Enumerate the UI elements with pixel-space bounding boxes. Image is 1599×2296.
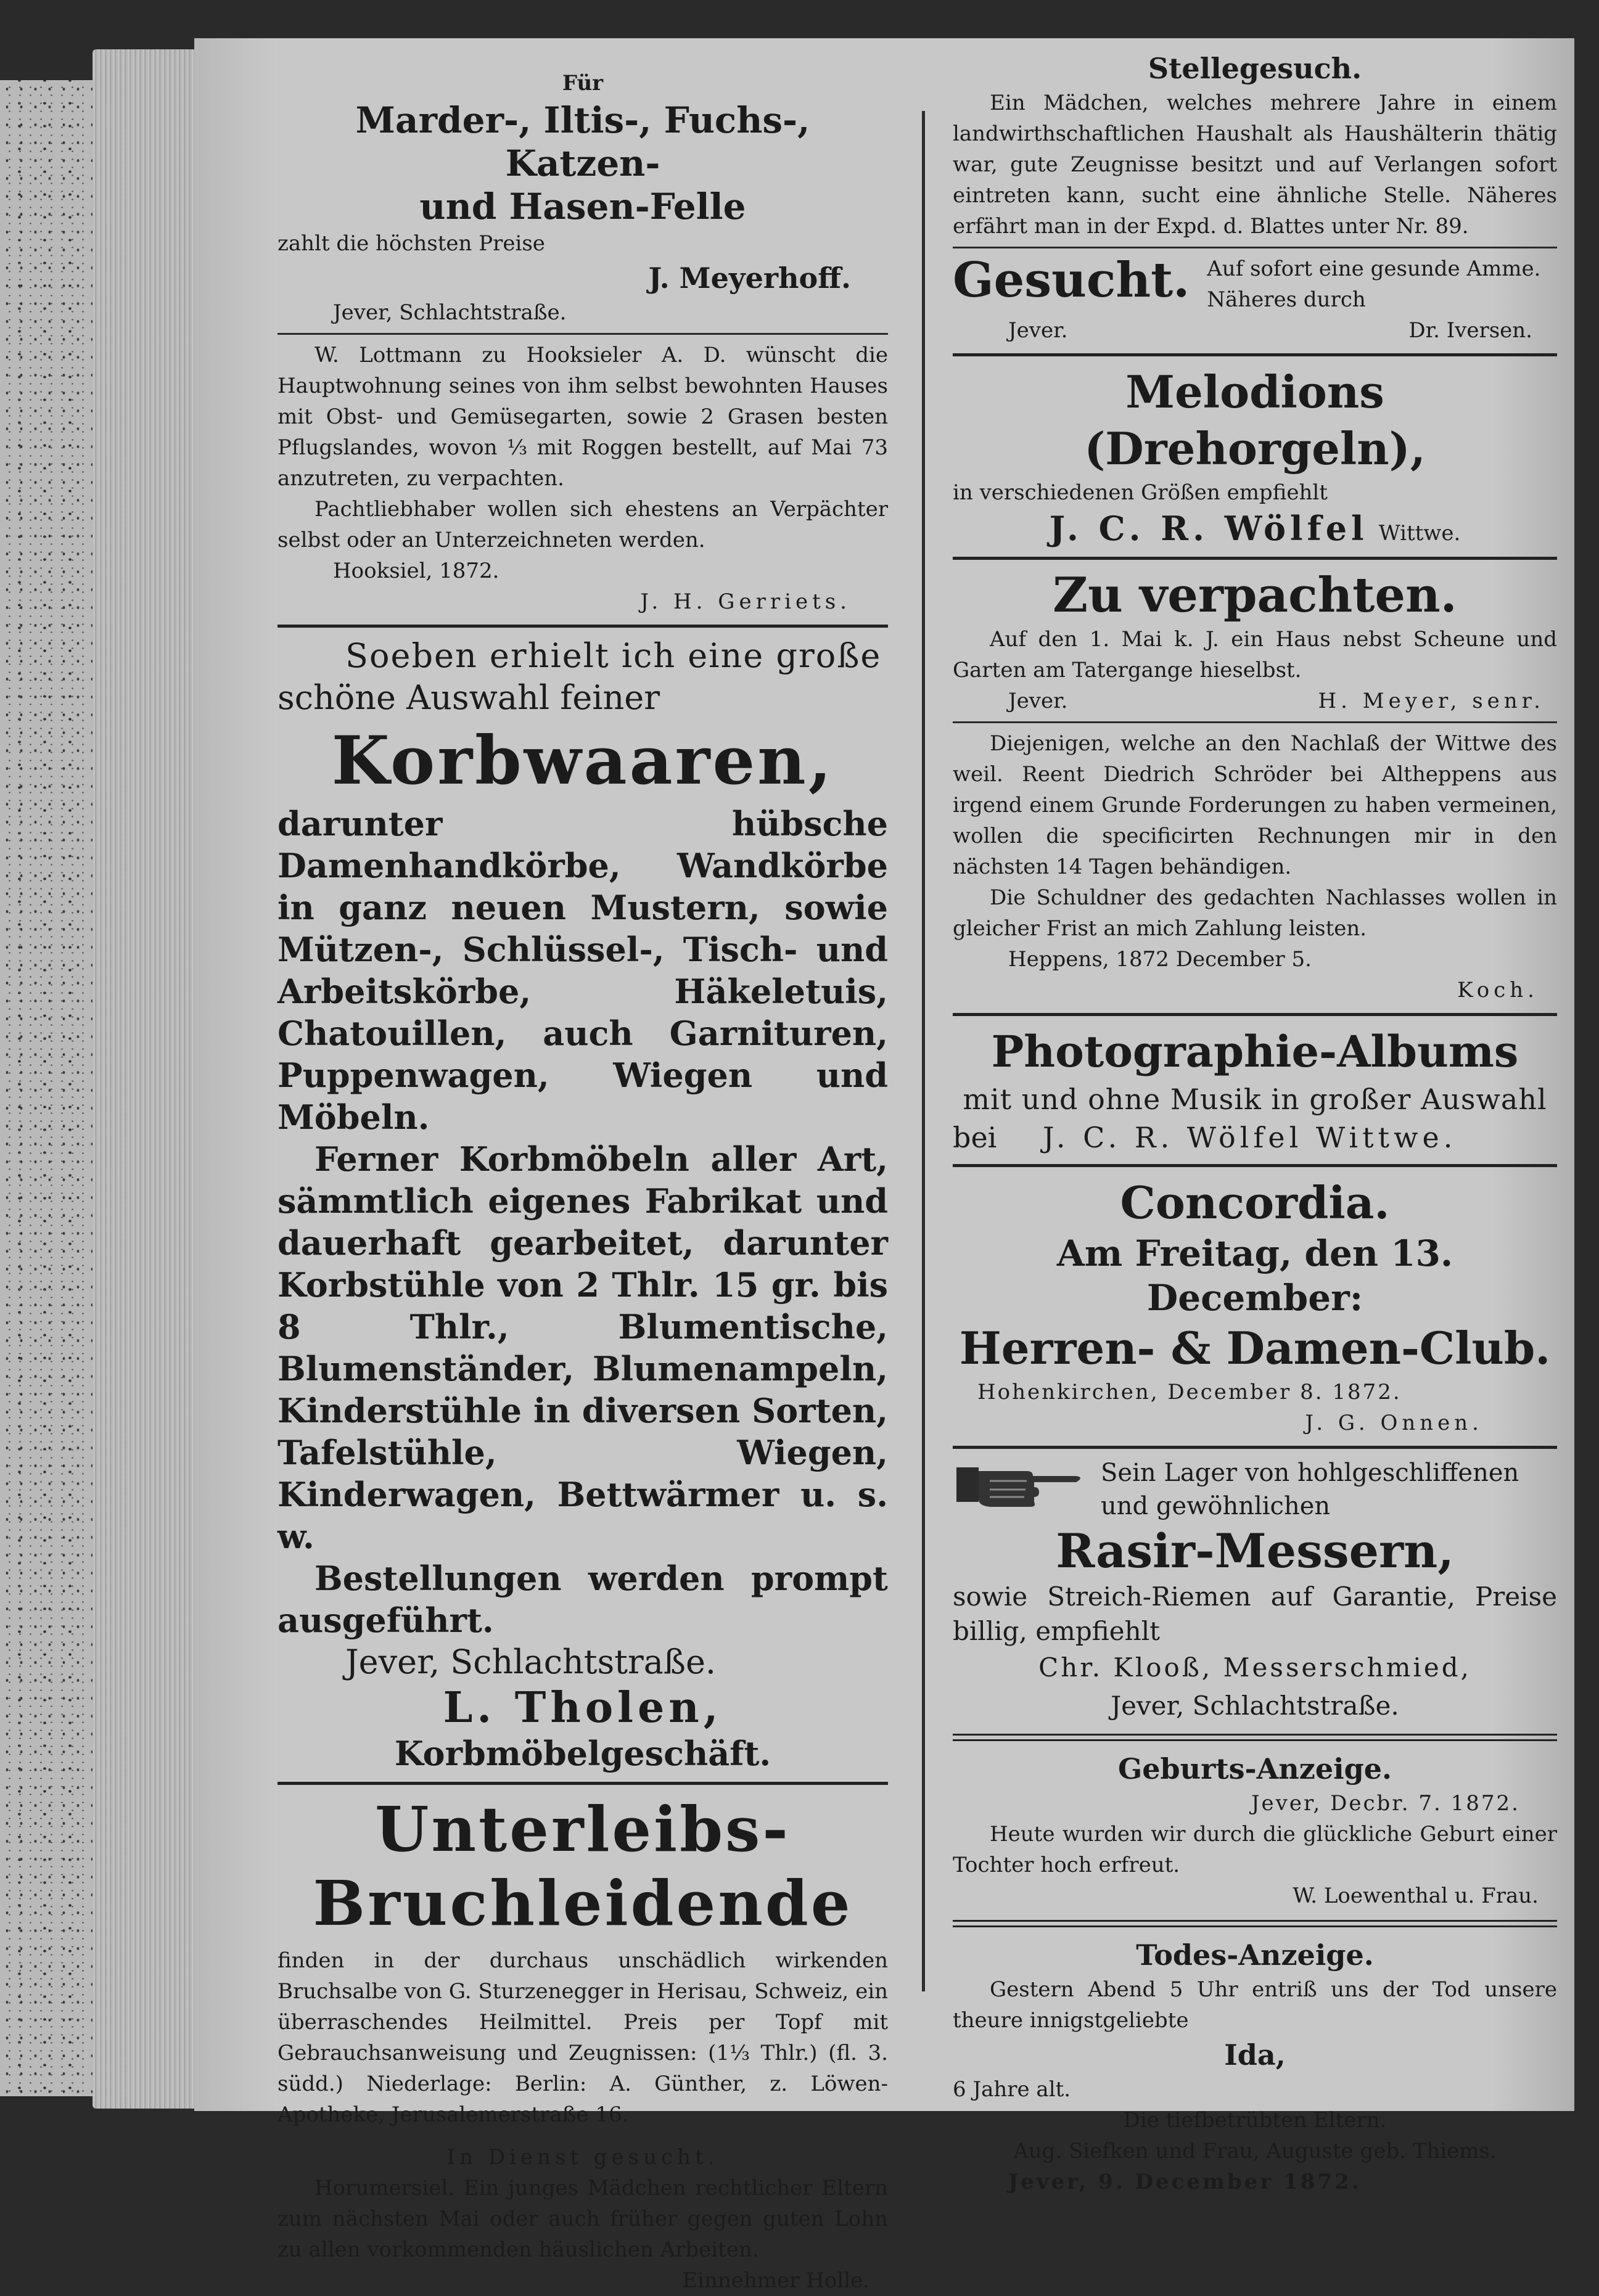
tholen-place: Jever, Schlachtstraße.	[345, 1642, 717, 1681]
bruch-headline-1: Unterleibs-	[375, 1793, 791, 1866]
tholen-body-2: Ferner Korbmöbeln aller Art, sämmtlich eigenes Fabrikat und dauerhaft gearbeitet, darunter Korbstühle von 2 Thlr. 15 gr. bis 8 Thlr., Blumentische, Blumenständer, Blumenampeln, Kinderstühle in diversen Sorten, Tafelstühle, Wiegen, Kinderwagen, Bettwärmer u. s. w.	[277, 1139, 888, 1556]
tholen-business: Korbmöbelgeschäft.	[394, 1734, 771, 1773]
nachlass-ad	[953, 728, 1557, 1006]
todes-age: 6 Jahre alt.	[953, 2077, 1071, 2102]
concordia-club: Herren- & Damen-Club.	[959, 1322, 1551, 1374]
verpachten-place: Jever.	[1008, 689, 1068, 713]
concordia-headline: Concordia.	[1120, 1176, 1390, 1229]
concordia-signer: J. G. Onnen.	[1305, 1411, 1483, 1435]
albums-headline: Photographie-Albums	[991, 1026, 1519, 1077]
albums-ad	[953, 1023, 1557, 1157]
divider	[953, 557, 1557, 560]
concordia-ad	[953, 1175, 1557, 1438]
divider	[277, 333, 888, 335]
todes-name: Ida,	[1224, 2038, 1286, 2072]
left-column	[277, 68, 888, 2296]
rasir-text: sowie Streich-Riemen auf Garantie, Preise billig, empfiehlt	[953, 1581, 1557, 1646]
rasir-signer: Chr. Klooß, Messerschmied,	[1038, 1652, 1471, 1683]
tholen-intro-1: Soeben erhielt ich eine große	[345, 636, 882, 675]
stelle-text: Ein Mädchen, welches mehrere Jahre in einem landwirthschaftlichen Haushalt als Haushälterin thätig war, gute Zeugnisse besitzt und auf Verlangen sofort eintreten kann, sucht eine ähnliche Stelle. Näheres erfährt man in der Expd. d. Blattes unter Nr. 89.	[953, 91, 1557, 239]
lottmann-ad	[277, 340, 888, 617]
albums-signer: J. C. R. Wölfel Wittwe.	[1043, 1121, 1457, 1154]
stelle-ad	[953, 49, 1557, 242]
stelle-title: Stellegesuch.	[1148, 52, 1362, 85]
amme-title: Gesucht.	[953, 252, 1190, 308]
fur-ad-headline-2: und Hasen-Felle	[419, 186, 746, 228]
nachlass-signer: Koch.	[1457, 978, 1539, 1002]
geburt-text: Heute wurden wir durch die glückliche Geburt einer Tochter hoch erfreut.	[953, 1822, 1557, 1877]
divider	[953, 1013, 1557, 1016]
lottmann-place-date: Hooksiel, 1872.	[333, 559, 499, 583]
fur-ad-kicker: Für	[562, 71, 604, 96]
nachlass-text-2: Die Schuldner des gedachten Nachlasses wollen in gleicher Frist an mich Zahlung leisten.	[953, 885, 1557, 941]
divider	[953, 721, 1557, 723]
todes-text: Gestern Abend 5 Uhr entriß uns der Tod unsere theure innigstgeliebte	[953, 1977, 1557, 2033]
albums-prefix: bei	[953, 1121, 997, 1154]
melodions-text: in verschiedenen Größen empfiehlt	[953, 480, 1328, 505]
nachlass-place-date: Heppens, 1872 December 5.	[1008, 947, 1312, 972]
lottmann-text: W. Lottmann zu Hooksieler A. D. wünscht die Hauptwohnung seines von ihm selbst bewohnten Hauses mit Obst- und Gemüsegarten, sowie 2 Grasen besten Pflugslandes, wovon ⅓ mit Roggen bestellt, auf Mai 73 anzutreten, zu verpachten.	[277, 343, 888, 491]
right-column	[953, 49, 1557, 2197]
divider	[953, 1164, 1557, 1167]
divider	[277, 625, 888, 628]
melodions-suffix: Wittwe.	[1378, 521, 1461, 546]
dienst-ad	[277, 2142, 888, 2296]
geburt-ad	[953, 1750, 1557, 1911]
amme-place: Jever.	[1008, 318, 1068, 343]
geburt-place-date: Jever, Decbr. 7. 1872.	[1251, 1791, 1520, 1816]
divider	[953, 247, 1557, 248]
rasir-ad	[953, 1456, 1557, 1725]
melodions-headline: Melodions (Drehorgeln),	[1084, 366, 1426, 475]
rasir-intro: Sein Lager von hohlgeschliffenen und gewöhnlichen	[1101, 1459, 1519, 1520]
tholen-headline: Korbwaaren,	[331, 722, 834, 800]
dienst-text: Horumersiel. Ein junges Mädchen rechtlicher Eltern zum nächsten Mai oder auch früher gegen guten Lohn zu allen vorkommenden häuslichen Arbeiten.	[277, 2176, 888, 2262]
tholen-intro-2: schöne Auswahl feiner	[277, 678, 660, 717]
geburt-signer: W. Loewenthal u. Frau.	[1293, 1884, 1539, 1908]
divider	[953, 353, 1557, 356]
bruch-ad	[277, 1792, 888, 2130]
dienst-title: In Dienst gesucht.	[446, 2145, 719, 2170]
rasir-place: Jever, Schlachtstraße.	[1111, 1691, 1399, 1721]
tholen-body: darunter hübsche Damenhandkörbe, Wandkörbe in ganz neuen Mustern, sowie Mützen-, Schlüssel-, Tisch- und Arbeitskörbe, Häkeletuis, Chatouillen, auch Garnituren, Puppenwagen, Wiegen und Möbeln.	[277, 804, 888, 1137]
divider	[277, 2135, 888, 2137]
speckled-endpaper	[0, 80, 108, 2096]
tholen-signer: L. Tholen,	[443, 1683, 723, 1732]
amme-signer: Dr. Iversen.	[1408, 318, 1532, 343]
amme-ad	[953, 253, 1557, 346]
fur-ad-signer: J. Meyerhoff.	[648, 261, 851, 295]
divider	[953, 1920, 1557, 1927]
todes-mourners: Die tiefbetrübten Eltern.	[1123, 2108, 1387, 2133]
pointing-hand-icon	[953, 1456, 1088, 1518]
concordia-date-line: Am Freitag, den 13. December:	[1056, 1232, 1453, 1319]
melodions-signer: J. C. R. Wölfel	[1049, 509, 1368, 548]
divider	[953, 1734, 1557, 1741]
page-edges	[92, 49, 197, 2109]
verpachten-text: Auf den 1. Mai k. J. ein Haus nebst Scheune und Garten am Tatergange hieselbst.	[953, 627, 1557, 683]
melodions-ad	[953, 364, 1557, 549]
dienst-signer: Einnehmer Holle.	[682, 2268, 869, 2293]
tholen-body-3: Bestellungen werden prompt ausgeführt.	[277, 1559, 888, 1640]
todes-title: Todes-Anzeige.	[1136, 1938, 1374, 1972]
verpachten-ad	[953, 567, 1557, 716]
fur-ad-text: zahlt die höchsten Preise	[277, 231, 545, 256]
albums-line-1: mit und ohne Musik in großer Auswahl	[963, 1083, 1547, 1116]
divider	[953, 1446, 1557, 1449]
fur-ad-headline-1: Marder-, Iltis-, Fuchs-, Katzen-	[355, 99, 810, 184]
bruch-text: finden in der durchaus unschädlich wirkenden Bruchsalbe von G. Sturzenegger in Herisau, Schweiz, ein überraschendes Heilmittel. Preis per Topf mit Gebrauchsanweisung und Zeugnissen: (1⅓ Thlr.) (fl. 3. südd.) Niederlage: Berlin: A. Günther, z. Löwen-Apotheke, Jerusalemerstraße 16.	[277, 1948, 888, 2127]
nachlass-text: Diejenigen, welche an den Nachlaß der Wittwe des weil. Reent Diedrich Schröder bei Altheppens aus irgend einem Grunde Forderungen zu haben vermeinen, wollen die specificirten Rechnungen mir in den nächsten 14 Tagen behändigen.	[953, 731, 1557, 879]
bruch-headline-2: Bruchleidende	[313, 1867, 853, 1940]
column-divider	[922, 111, 925, 1991]
verpachten-headline: Zu verpachten.	[1053, 567, 1457, 623]
lottmann-text-2: Pachtliebhaber wollen sich ehestens an Verpächter selbst oder an Unterzeichneten werden.	[277, 497, 888, 552]
todes-ad	[953, 1936, 1557, 2197]
amme-line-2: Näheres durch	[1207, 287, 1366, 312]
divider	[277, 1782, 888, 1785]
rasir-headline: Rasir-Messern,	[1056, 1523, 1454, 1578]
tholen-ad	[277, 635, 888, 1774]
fur-ad-place: Jever, Schlachtstraße.	[333, 300, 567, 325]
lottmann-signer: J. H. Gerriets.	[640, 589, 851, 614]
todes-place-date: Jever, 9. December 1872.	[1008, 2170, 1362, 2194]
concordia-place-date: Hohenkirchen, December 8. 1872.	[977, 1380, 1402, 1404]
amme-line-1: Auf sofort eine gesunde Amme.	[1207, 256, 1541, 281]
todes-parents: Aug. Siefken und Frau, Auguste geb. Thiems.	[1013, 2139, 1497, 2163]
geburt-title: Geburts-Anzeige.	[1117, 1752, 1392, 1786]
verpachten-signer: H. Meyer, senr.	[1318, 689, 1545, 713]
fur-ad	[277, 68, 888, 328]
